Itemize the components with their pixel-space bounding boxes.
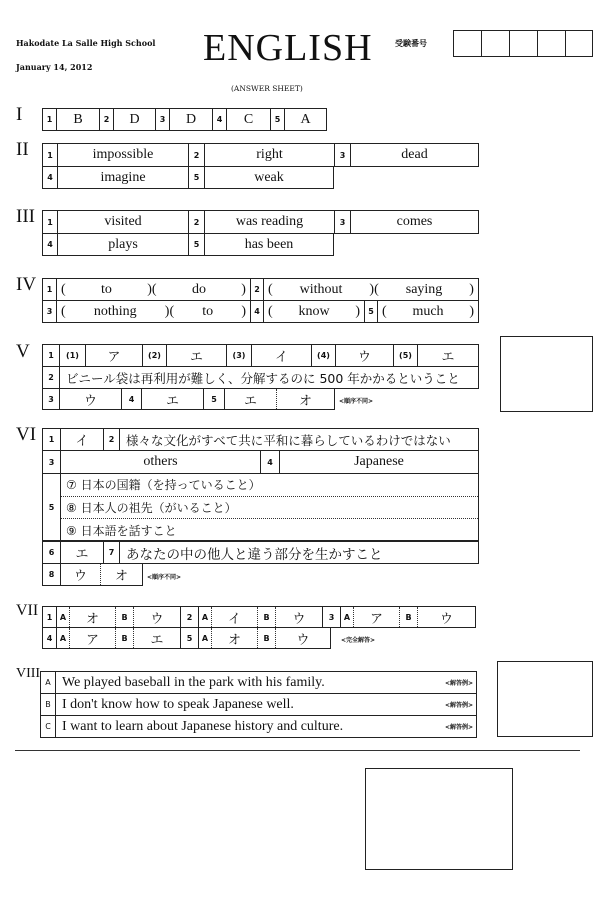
paren-pair bbox=[147, 282, 156, 298]
answer-cell[interactable]: ウ bbox=[336, 345, 394, 366]
open-paren: ( bbox=[374, 281, 379, 297]
answer-text: オ bbox=[114, 569, 128, 584]
answer-word: much bbox=[412, 303, 444, 319]
answer-cell[interactable]: D bbox=[114, 109, 156, 130]
answer-cell[interactable] bbox=[61, 564, 101, 585]
question-number: 2 bbox=[100, 109, 114, 130]
answer-cell[interactable]: D bbox=[170, 109, 213, 130]
section-II-row-1 bbox=[42, 143, 479, 167]
answer-text: エ bbox=[165, 393, 179, 409]
question-label: C bbox=[41, 716, 56, 737]
answer-cell[interactable]: C bbox=[227, 109, 271, 130]
answer-cell[interactable] bbox=[57, 279, 251, 300]
answer-cell[interactable] bbox=[142, 389, 204, 409]
part-label: A bbox=[341, 607, 354, 627]
answer-cell[interactable]: ア bbox=[70, 628, 116, 648]
part-label: B bbox=[116, 607, 134, 627]
answer-cell[interactable]: エ bbox=[441, 350, 455, 365]
question-number: 2 bbox=[251, 279, 264, 300]
example-answer-note: <解答例> bbox=[444, 702, 473, 709]
answer-cell[interactable] bbox=[120, 542, 478, 563]
page-title: ENGLISH bbox=[203, 27, 373, 69]
section-I-answers bbox=[42, 108, 327, 131]
answer-word: without bbox=[299, 281, 343, 297]
open-paren: ( bbox=[61, 303, 66, 319]
paren-pair bbox=[165, 304, 174, 320]
section-VIII-row-A bbox=[40, 671, 477, 694]
school-name: Hakodate La Salle High School bbox=[16, 38, 156, 48]
answer-cell[interactable] bbox=[57, 301, 251, 322]
close-paren: ) bbox=[241, 281, 246, 297]
question-number: 3 bbox=[335, 211, 351, 233]
question-number: 1 bbox=[43, 144, 58, 166]
answer-line[interactable]: ⑦ 日本の国籍（を持っていること） bbox=[61, 474, 478, 497]
question-number: 5 bbox=[181, 628, 199, 648]
answer-cell[interactable]: dead bbox=[401, 147, 428, 162]
section-VI-numeral: VI bbox=[16, 424, 37, 445]
answer-cell[interactable]: イ bbox=[252, 345, 312, 366]
answer-cell[interactable] bbox=[61, 542, 104, 563]
answer-word: to bbox=[202, 303, 214, 319]
answer-text: エ bbox=[75, 547, 89, 562]
answer-line[interactable]: ⑧ 日本人の祖先（がいること） bbox=[61, 497, 478, 520]
close-paren: ) bbox=[369, 281, 375, 297]
part-label: B bbox=[400, 607, 418, 627]
question-number: 4 bbox=[43, 167, 58, 188]
answer-cell[interactable]: ア bbox=[354, 607, 400, 627]
answer-text: ウ bbox=[83, 393, 97, 409]
exam-number-digit[interactable] bbox=[482, 31, 510, 56]
open-paren: ( bbox=[382, 303, 387, 319]
page-subtitle: (ANSWER SHEET) bbox=[231, 84, 303, 93]
answer-cell[interactable]: imagine bbox=[58, 167, 189, 188]
question-number: 4 bbox=[43, 628, 57, 648]
answer-cell[interactable] bbox=[61, 429, 104, 450]
open-paren: ( bbox=[268, 303, 273, 319]
question-number: 5 bbox=[365, 301, 378, 322]
section-VII-numeral: VII bbox=[16, 602, 39, 619]
question-number: 4 bbox=[251, 301, 264, 322]
answer-cell[interactable] bbox=[264, 279, 478, 300]
question-number: 3 bbox=[43, 389, 60, 409]
answer-cell[interactable] bbox=[101, 564, 142, 585]
section-VI-row-2 bbox=[42, 450, 479, 474]
complete-answer-note: <完全解答> bbox=[341, 637, 376, 644]
paren-pair bbox=[369, 282, 378, 298]
question-number: 2 bbox=[43, 367, 60, 388]
answer-cell[interactable] bbox=[225, 389, 277, 409]
section-VI-row-5 bbox=[42, 473, 479, 542]
sub-question-number: (3) bbox=[227, 345, 252, 366]
answer-cell[interactable] bbox=[61, 451, 261, 473]
question-label: A bbox=[41, 672, 56, 693]
answer-word: to bbox=[101, 281, 112, 297]
question-number: 1 bbox=[43, 109, 57, 130]
sub-question-number: (2) bbox=[143, 345, 167, 366]
question-number: 3 bbox=[43, 301, 57, 322]
answer-cell[interactable] bbox=[277, 389, 334, 409]
answer-line[interactable]: ⑨ 日本語を話すこと bbox=[66, 523, 177, 538]
answer-list bbox=[61, 474, 478, 541]
answer-cell[interactable]: has been bbox=[244, 236, 294, 252]
question-number: 5 bbox=[189, 167, 205, 188]
section-V-numeral: V bbox=[16, 341, 30, 362]
answer-cell[interactable]: B bbox=[57, 109, 100, 130]
answer-cell[interactable] bbox=[56, 672, 476, 693]
answer-cell[interactable]: A bbox=[300, 111, 311, 127]
sub-question-number: (1) bbox=[60, 345, 86, 366]
section-IV-row-2 bbox=[42, 300, 479, 323]
question-number: 6 bbox=[43, 542, 61, 563]
section-VII-row-2 bbox=[42, 627, 331, 649]
question-number: 1 bbox=[43, 211, 58, 233]
question-number: 1 bbox=[43, 429, 61, 450]
answer-word: nothing bbox=[93, 303, 137, 319]
answer-cell[interactable] bbox=[56, 716, 476, 737]
answer-cell[interactable] bbox=[60, 389, 122, 409]
part-label: B bbox=[116, 628, 134, 648]
question-number: 1 bbox=[43, 279, 57, 300]
question-number: 2 bbox=[104, 429, 120, 450]
part-label: A bbox=[199, 628, 212, 648]
example-answer-note: <解答例> bbox=[444, 680, 473, 687]
close-paren: ) bbox=[469, 281, 474, 297]
section-V-row-2 bbox=[42, 366, 479, 389]
divider-line bbox=[15, 750, 580, 751]
open-paren: ( bbox=[169, 303, 175, 319]
answer-text: オ bbox=[298, 393, 312, 409]
answer-cell[interactable]: ウ bbox=[134, 607, 181, 627]
exam-number-digit[interactable] bbox=[566, 31, 592, 56]
section-VIII-row-B bbox=[40, 693, 477, 716]
answer-cell[interactable]: plays bbox=[58, 234, 189, 255]
question-number: 5 bbox=[271, 109, 285, 130]
question-number: 4 bbox=[122, 389, 142, 409]
answer-cell[interactable] bbox=[378, 301, 478, 322]
sub-question-number: (5) bbox=[394, 345, 418, 366]
section-VI-row-6 bbox=[42, 541, 479, 564]
part-label: B bbox=[258, 607, 276, 627]
answer-cell[interactable]: オ bbox=[212, 628, 258, 648]
question-number: 2 bbox=[181, 607, 199, 627]
section-II-row-2 bbox=[42, 166, 334, 189]
part-label: B bbox=[258, 628, 276, 648]
answer-text: I don't know how to speak Japanese well. bbox=[62, 696, 294, 712]
exam-number-digit[interactable] bbox=[538, 31, 566, 56]
answer-text: イ bbox=[75, 434, 89, 449]
order-free-note: <順序不同> bbox=[339, 398, 374, 405]
question-number: 1 bbox=[43, 607, 57, 627]
section-IV-numeral: IV bbox=[16, 274, 37, 295]
answer-text: 様々な文化がすべて共に平和に暮らしているわけではない bbox=[126, 432, 451, 448]
part-label: A bbox=[199, 607, 212, 627]
question-number: 2 bbox=[189, 144, 205, 166]
section-VIII-numeral: VIII bbox=[16, 666, 41, 681]
section-II-numeral: II bbox=[16, 139, 29, 160]
section-VIII-row-C bbox=[40, 715, 477, 738]
section-III-numeral: III bbox=[16, 206, 35, 227]
close-paren: ) bbox=[469, 303, 474, 319]
close-paren: ) bbox=[355, 303, 360, 319]
question-number: 7 bbox=[104, 542, 120, 563]
total-score-box[interactable] bbox=[365, 768, 513, 870]
answer-text: others bbox=[143, 454, 178, 469]
answer-cell[interactable]: comes bbox=[396, 214, 433, 229]
section-V-row-1 bbox=[42, 344, 479, 367]
answer-cell[interactable]: ウ bbox=[439, 611, 453, 627]
answer-cell[interactable] bbox=[280, 451, 478, 473]
section-IV-row-1 bbox=[42, 278, 479, 301]
answer-cell[interactable]: ウ bbox=[296, 632, 310, 648]
question-number: 4 bbox=[213, 109, 227, 130]
answer-cell[interactable] bbox=[56, 694, 476, 715]
open-paren: ( bbox=[61, 281, 66, 297]
answer-cell[interactable]: visited bbox=[58, 211, 189, 233]
answer-cell[interactable]: エ bbox=[134, 628, 181, 648]
answer-word: know bbox=[298, 303, 330, 319]
exam-number-label: 受験番号 bbox=[395, 39, 427, 48]
score-box-2[interactable] bbox=[497, 661, 593, 737]
answer-cell[interactable]: オ bbox=[70, 607, 116, 627]
question-label: B bbox=[41, 694, 56, 715]
answer-cell[interactable]: イ bbox=[212, 607, 258, 627]
section-III-row-2 bbox=[42, 233, 334, 256]
answer-text: Japanese bbox=[354, 454, 404, 469]
answer-cell[interactable] bbox=[120, 429, 478, 450]
section-V-row-3 bbox=[42, 388, 335, 410]
open-paren: ( bbox=[151, 281, 157, 297]
close-paren: ) bbox=[241, 303, 246, 319]
open-paren: ( bbox=[268, 281, 273, 297]
order-free-note: <順序不同> bbox=[147, 574, 182, 581]
part-label: A bbox=[57, 607, 70, 627]
answer-cell[interactable]: weak bbox=[254, 169, 284, 185]
question-number: 2 bbox=[189, 211, 205, 233]
question-number: 3 bbox=[43, 451, 61, 473]
score-box-1[interactable] bbox=[500, 336, 593, 412]
close-paren: ) bbox=[147, 281, 152, 297]
section-VI-row-8 bbox=[42, 563, 143, 586]
question-number: 8 bbox=[43, 564, 61, 585]
question-number: 5 bbox=[43, 474, 61, 541]
answer-cell[interactable]: ウ bbox=[276, 607, 323, 627]
answer-word: do bbox=[191, 281, 206, 297]
answer-cell[interactable]: was reading bbox=[205, 211, 335, 233]
exam-number-field[interactable] bbox=[453, 30, 593, 57]
section-VI-row-1 bbox=[42, 428, 479, 451]
question-number: 5 bbox=[204, 389, 225, 409]
answer-text: ウ bbox=[73, 569, 87, 584]
exam-number-digit[interactable] bbox=[454, 31, 482, 56]
exam-number-digit[interactable] bbox=[510, 31, 538, 56]
close-paren: ) bbox=[164, 303, 170, 319]
question-number: 4 bbox=[43, 234, 58, 255]
answer-text: エ bbox=[243, 393, 257, 409]
answer-cell[interactable]: ビニール袋は再利用が難しく、分解するのに 500 年かかるということ bbox=[66, 370, 460, 386]
answer-word: saying bbox=[405, 281, 443, 297]
example-answer-note: <解答例> bbox=[444, 724, 473, 731]
part-label: A bbox=[57, 628, 70, 648]
answer-text: I want to learn about Japanese history and culture. bbox=[62, 718, 344, 734]
answer-cell[interactable]: right bbox=[205, 144, 335, 166]
question-number: 1 bbox=[43, 345, 60, 366]
section-III-row-1 bbox=[42, 210, 479, 234]
question-number: 3 bbox=[335, 144, 351, 166]
section-VII-row-1 bbox=[42, 606, 476, 628]
section-I-numeral: I bbox=[16, 104, 23, 125]
sub-question-number: (4) bbox=[312, 345, 336, 366]
answer-cell[interactable] bbox=[264, 301, 365, 322]
question-number: 3 bbox=[323, 607, 341, 627]
question-number: 3 bbox=[156, 109, 170, 130]
answer-cell[interactable]: ア bbox=[86, 345, 143, 366]
answer-cell[interactable]: impossible bbox=[58, 144, 189, 166]
exam-date: January 14, 2012 bbox=[16, 62, 93, 72]
question-number: 4 bbox=[261, 451, 280, 473]
answer-text: あなたの中の他人と違う部分を生かすこと bbox=[126, 546, 383, 563]
question-number: 5 bbox=[189, 234, 205, 255]
answer-text: We played baseball in the park with his family. bbox=[62, 674, 325, 690]
answer-cell[interactable]: エ bbox=[167, 345, 227, 366]
